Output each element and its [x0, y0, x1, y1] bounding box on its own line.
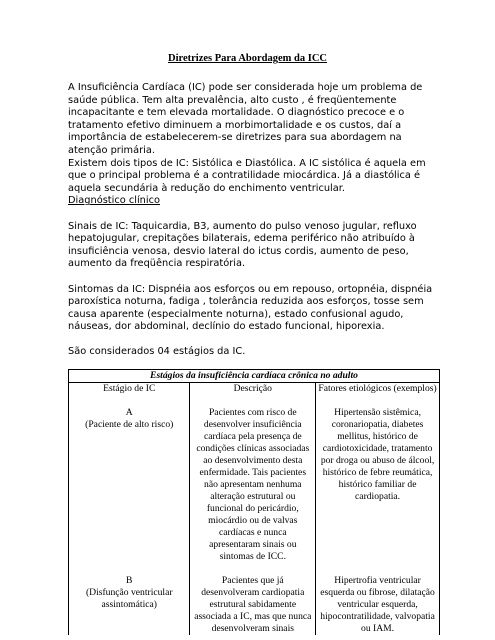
table-caption: Estágios da insuficiência cardíaca crônica no adulto [69, 370, 440, 383]
stages-table [68, 369, 440, 635]
sintomas-paragraph: Sintomas da IC: Dispnéia aos esforços ou em repouso, ortopnéia, dispnéia paroxística noturna, fadiga , tolerância reduzida aos esforços, tosse sem causa aparente (especialmente noturna), estado confusional agudo, náuseas, dor abdominal, declínio do estado funcional, hiporexia. [68, 283, 433, 333]
factors-cell [316, 563, 440, 635]
factors-cell [316, 395, 440, 563]
header-description: Descrição [190, 383, 316, 396]
header-stage: Estágio de IC [69, 383, 190, 396]
intro-paragraph: A Insuficiência Cardíaca (IC) pode ser considerada hoje um problema de saúde pública. Tem alta prevalência, alto custo , é freqüentemente incapacitante e tem elevada mortalidade. O diagnóstico precoce e o tratamento efetivo diminuem a morbimortalidade e os custos, daí a importância de estabelecerem-se diretrizes para sua abordagem na atenção primária. [68, 82, 423, 156]
description-cell [190, 563, 316, 635]
stage-description: Pacientes que já desenvolveram cardiopatia estrutural sabidamente associada a IC, mas que nunca desenvolveram sinais [194, 575, 312, 634]
diagnostico-heading: Diagnóstico clínico [68, 195, 160, 207]
stage-description: Pacientes com risco de desenvolver insuficiência cardíaca pela presença de condições clínicas associadas ao desenvolvimento desta enfermidade. Tais pacientes não apresentam nenhuma alteração estrutural ou funcional do pericárdio, miocárdio ou de valvas cardíacas e nunca apresentaram sinais ou sintomas de ICC. [196, 407, 310, 562]
stage-letter: A [125, 407, 133, 418]
stage-label: (Paciente de alto risco) [85, 419, 174, 430]
stage-letter: B [126, 575, 133, 586]
stage-factors: Hipertrofia ventricular esquerda ou fibrose, dilatação ventricular esquerda, hipocontratilidade, valvopatia ou IAM. [320, 575, 435, 634]
stage-factors: Hipertensão sistêmica, coronariopatia, diabetes mellitus, histórico de cardiotoxicidade, tratamento por droga ou abuso de álcool, histórico de febre reumática, histórico familiar de cardiopatia. [320, 407, 435, 502]
types-paragraph: Existem dois tipos de IC: Sistólica e Diastólica. A IC sistólica é aquela em que o principal problema é a contratilidade miocárdica. Já a diastólica é aquela secundária à redução do enchimento ventricular. [68, 157, 426, 194]
estagios-intro: São considerados 04 estágios da IC. [68, 346, 246, 358]
header-factors: Fatores etiológicos (exemplos) [316, 383, 440, 396]
stage-label: (Disfunção ventricular assintomática) [85, 587, 173, 610]
document-body [68, 82, 440, 359]
sinais-paragraph: Sinais de IC: Taquicardia, B3, aumento do pulso venoso jugular, refluxo hepatojugular, crepitações bilaterais, edema periférico não atribuído à insuficiência venosa, desvio lateral do ictus cordis, aumento de peso, aumento da freqüência respiratória. [68, 220, 417, 270]
table-row [69, 395, 440, 563]
table-row [69, 563, 440, 635]
document-title: Diretrizes Para Abordagem da ICC [167, 53, 328, 64]
stage-cell [69, 563, 190, 635]
stage-cell [69, 395, 190, 563]
table-header-row [69, 383, 440, 396]
description-cell [190, 395, 316, 563]
